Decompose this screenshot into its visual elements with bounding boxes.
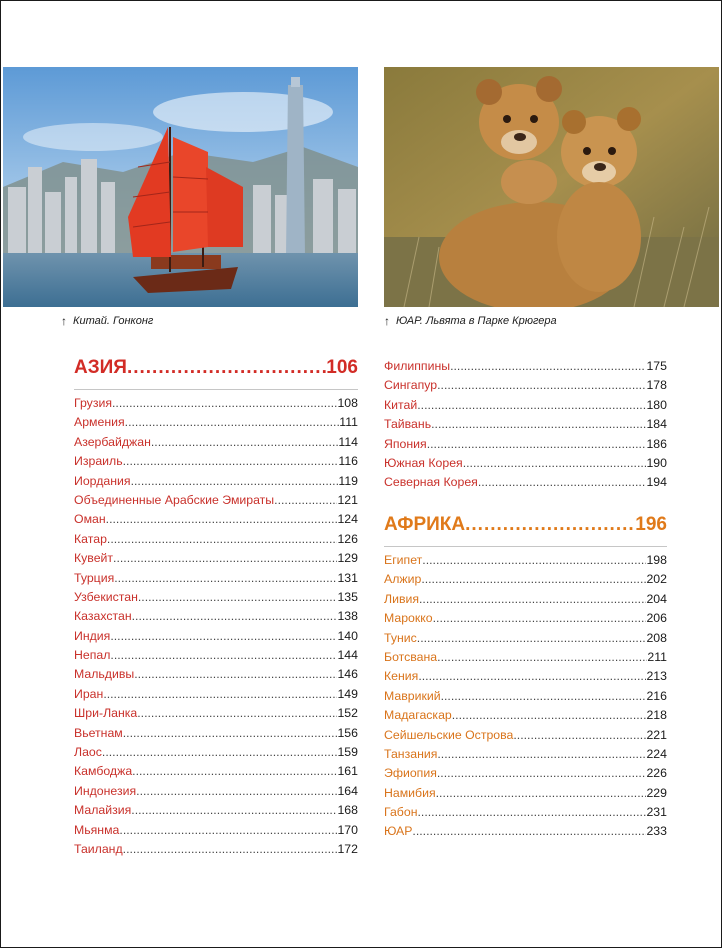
entry-name: Турция bbox=[74, 570, 115, 585]
entry-page-number: 178 bbox=[646, 378, 667, 393]
entry-page-number: 231 bbox=[646, 805, 667, 820]
toc-entry[interactable] bbox=[74, 627, 358, 646]
dot-leader bbox=[437, 648, 647, 667]
dot-leader bbox=[110, 627, 337, 646]
entry-page-number: 111 bbox=[339, 415, 358, 430]
asia-entry-list-continued bbox=[384, 357, 667, 493]
entry-name: ЮАР bbox=[384, 824, 413, 839]
dot-leader bbox=[132, 762, 337, 781]
dot-leader bbox=[137, 704, 337, 723]
lion-cubs-photo bbox=[384, 67, 719, 307]
entry-page-number: 135 bbox=[337, 589, 358, 604]
toc-entry[interactable] bbox=[384, 435, 667, 454]
toc-entry[interactable] bbox=[74, 588, 358, 607]
dot-leader bbox=[437, 745, 646, 764]
entry-page-number: 146 bbox=[337, 667, 358, 682]
toc-entry[interactable] bbox=[384, 570, 667, 589]
dot-leader bbox=[131, 472, 339, 491]
entry-name: Египет bbox=[384, 553, 423, 567]
entry-name: Кения bbox=[384, 669, 419, 684]
caption-text: ЮАР. Львята в Парке Крюгера bbox=[396, 315, 557, 327]
entry-page-number: 168 bbox=[337, 803, 358, 818]
entry-name: Иордания bbox=[74, 473, 131, 488]
entry-name: Китай bbox=[384, 397, 418, 412]
entry-page-number: 184 bbox=[646, 417, 667, 432]
entry-page-number: 116 bbox=[338, 454, 358, 469]
entry-page-number: 229 bbox=[646, 785, 667, 800]
toc-entry[interactable] bbox=[384, 609, 667, 628]
dot-leader bbox=[452, 706, 647, 725]
photo-caption-hong-kong bbox=[61, 315, 153, 327]
toc-entry[interactable] bbox=[384, 706, 667, 725]
toc-entry[interactable] bbox=[384, 648, 667, 667]
entry-name: Ботсвана bbox=[384, 649, 438, 664]
entry-page-number: 121 bbox=[337, 492, 358, 507]
africa-entry-list bbox=[384, 551, 667, 842]
dot-leader bbox=[110, 646, 337, 665]
entry-name: Казахстан bbox=[74, 609, 132, 624]
entry-page-number: 211 bbox=[647, 649, 667, 664]
toc-entry[interactable] bbox=[74, 646, 358, 665]
entry-page-number: 114 bbox=[338, 434, 358, 449]
toc-entry[interactable] bbox=[74, 782, 358, 801]
asia-title: АЗИЯ bbox=[74, 357, 127, 378]
entry-name: Танзания bbox=[384, 746, 438, 761]
entry-page-number: 138 bbox=[337, 609, 358, 624]
toc-entry[interactable] bbox=[74, 743, 358, 762]
asia-section-continued bbox=[384, 357, 667, 493]
section-divider bbox=[384, 546, 667, 547]
toc-entry[interactable] bbox=[384, 764, 667, 783]
entry-page-number: 190 bbox=[646, 455, 667, 470]
entry-name: Вьетнам bbox=[74, 725, 123, 740]
entry-name: Мадагаскар bbox=[384, 708, 452, 723]
entry-name: Кувейт bbox=[74, 551, 114, 566]
dot-leader bbox=[113, 549, 337, 568]
toc-entry[interactable] bbox=[74, 801, 358, 820]
entry-name: Мальдивы bbox=[74, 667, 135, 682]
toc-entry[interactable] bbox=[74, 433, 358, 452]
dot-leader bbox=[106, 510, 338, 529]
heading-leader bbox=[127, 357, 326, 379]
entry-page-number: 213 bbox=[646, 669, 667, 684]
dot-leader bbox=[123, 724, 338, 743]
dot-leader bbox=[274, 491, 337, 510]
entry-page-number: 233 bbox=[646, 824, 667, 839]
entry-name: Сейшельские Острова bbox=[384, 727, 514, 742]
dot-leader bbox=[136, 782, 337, 801]
toc-entry[interactable] bbox=[74, 472, 358, 491]
entry-page-number: 172 bbox=[337, 841, 358, 856]
entry-name: Азербайджан bbox=[74, 434, 151, 449]
entry-page-number: 131 bbox=[337, 570, 358, 585]
toc-entry[interactable] bbox=[384, 726, 667, 745]
toc-entry[interactable] bbox=[74, 685, 358, 704]
entry-page-number: 206 bbox=[646, 611, 667, 626]
toc-entry[interactable] bbox=[384, 590, 667, 609]
dot-leader bbox=[417, 629, 647, 648]
toc-entry[interactable] bbox=[74, 840, 358, 859]
entry-page-number: 108 bbox=[337, 396, 358, 410]
toc-entry[interactable] bbox=[74, 724, 358, 743]
entry-page-number: 226 bbox=[646, 766, 667, 781]
entry-page-number: 180 bbox=[646, 397, 667, 412]
dot-leader bbox=[102, 743, 338, 762]
dot-leader bbox=[437, 764, 647, 783]
dot-leader bbox=[441, 687, 647, 706]
entry-name: Япония bbox=[384, 436, 427, 451]
entry-page-number: 216 bbox=[646, 688, 667, 703]
toc-entry[interactable] bbox=[384, 551, 667, 570]
caption-text: Китай. Гонконг bbox=[73, 315, 154, 327]
toc-entry[interactable] bbox=[384, 396, 667, 415]
asia-section bbox=[74, 357, 358, 859]
dot-leader bbox=[417, 396, 646, 415]
dot-leader bbox=[463, 454, 647, 473]
entry-page-number: 204 bbox=[646, 591, 667, 606]
africa-page-number: 196 bbox=[635, 514, 667, 535]
entry-page-number: 129 bbox=[337, 551, 358, 566]
entry-page-number: 186 bbox=[646, 436, 667, 451]
hong-kong-photo bbox=[3, 67, 358, 307]
toc-entry[interactable] bbox=[74, 607, 358, 626]
dot-leader bbox=[107, 530, 338, 549]
entry-page-number: 140 bbox=[337, 628, 358, 643]
entry-name: Эфиопия bbox=[384, 766, 437, 781]
dot-leader bbox=[134, 665, 337, 684]
dot-leader bbox=[418, 667, 646, 686]
entry-name: Непал bbox=[74, 648, 111, 663]
asia-heading[interactable] bbox=[74, 357, 358, 383]
entry-name: Армения bbox=[74, 415, 125, 430]
africa-heading[interactable] bbox=[384, 514, 667, 540]
dot-leader bbox=[478, 473, 647, 492]
asia-page-number: 106 bbox=[326, 357, 358, 378]
toc-entry[interactable] bbox=[74, 762, 358, 781]
toc-entry[interactable] bbox=[384, 357, 667, 376]
dot-leader bbox=[427, 435, 647, 454]
entry-name: Южная Корея bbox=[384, 455, 463, 470]
entry-name: Катар bbox=[74, 531, 107, 546]
toc-entry[interactable] bbox=[384, 784, 667, 803]
entry-name: Тунис bbox=[384, 630, 417, 645]
toc-entry[interactable] bbox=[74, 452, 358, 471]
entry-page-number: 170 bbox=[337, 822, 358, 837]
toc-entry[interactable] bbox=[74, 413, 358, 432]
entry-name: Индия bbox=[74, 628, 111, 643]
dot-leader bbox=[421, 570, 646, 589]
entry-page-number: 198 bbox=[646, 553, 667, 567]
africa-title: АФРИКА bbox=[384, 514, 466, 535]
dot-leader bbox=[119, 821, 337, 840]
dot-leader bbox=[132, 607, 338, 626]
toc-entry[interactable] bbox=[74, 704, 358, 723]
dot-leader bbox=[114, 569, 337, 588]
entry-page-number: 161 bbox=[337, 764, 358, 779]
entry-name: Таиланд bbox=[74, 841, 123, 856]
toc-entry[interactable] bbox=[384, 629, 667, 648]
toc-entry[interactable] bbox=[384, 376, 667, 395]
asia-entry-list bbox=[74, 394, 358, 859]
entry-name: Шри-Ланка bbox=[74, 706, 138, 721]
entry-name: Намибия bbox=[384, 785, 436, 800]
toc-entry[interactable] bbox=[74, 530, 358, 549]
dot-leader bbox=[419, 590, 646, 609]
toc-entry[interactable] bbox=[384, 822, 667, 841]
dot-leader bbox=[131, 801, 337, 820]
entry-name: Лаос bbox=[74, 745, 102, 760]
dot-leader bbox=[151, 433, 339, 452]
entry-name: Индонезия bbox=[74, 783, 137, 798]
entry-page-number: 149 bbox=[337, 686, 358, 701]
entry-page-number: 221 bbox=[646, 727, 667, 742]
toc-entry[interactable] bbox=[74, 510, 358, 529]
entry-name: Иран bbox=[74, 686, 104, 701]
toc-entry[interactable] bbox=[384, 745, 667, 764]
entry-name: Марокко bbox=[384, 611, 433, 626]
dot-leader bbox=[433, 609, 647, 628]
entry-page-number: 164 bbox=[337, 783, 358, 798]
dot-leader bbox=[437, 376, 646, 395]
entry-name: Филиппины bbox=[384, 359, 451, 373]
toc-entry[interactable] bbox=[384, 803, 667, 822]
dot-leader bbox=[412, 822, 646, 841]
entry-name: Габон bbox=[384, 805, 418, 820]
entry-name: Оман bbox=[74, 512, 106, 527]
entry-name: Маврикий bbox=[384, 688, 441, 703]
entry-name: Камбоджа bbox=[74, 764, 133, 779]
entry-page-number: 119 bbox=[338, 473, 358, 488]
entry-page-number: 152 bbox=[337, 706, 358, 721]
entry-name: Ливия bbox=[384, 591, 419, 606]
toc-entry[interactable] bbox=[384, 667, 667, 686]
entry-name: Северная Корея bbox=[384, 475, 478, 490]
dot-leader bbox=[513, 726, 646, 745]
entry-name: Грузия bbox=[74, 396, 112, 410]
entry-page-number: 194 bbox=[646, 475, 667, 490]
entry-page-number: 144 bbox=[337, 648, 358, 663]
dot-leader bbox=[138, 588, 338, 607]
toc-entry[interactable] bbox=[384, 687, 667, 706]
toc-entry[interactable] bbox=[74, 394, 358, 413]
africa-section bbox=[384, 514, 667, 842]
dot-leader bbox=[417, 803, 646, 822]
arrow-up-icon: ↑ bbox=[384, 314, 390, 328]
toc-entry[interactable] bbox=[74, 491, 358, 510]
entry-page-number: 175 bbox=[646, 359, 667, 373]
section-divider bbox=[74, 389, 358, 390]
dot-leader bbox=[123, 840, 338, 859]
entry-name: Сингапур bbox=[384, 378, 438, 393]
entry-page-number: 224 bbox=[646, 746, 667, 761]
entry-name: Узбекистан bbox=[74, 589, 138, 604]
toc-entry[interactable] bbox=[74, 821, 358, 840]
entry-name: Алжир bbox=[384, 572, 422, 587]
dot-leader bbox=[422, 551, 646, 570]
arrow-up-icon: ↑ bbox=[61, 314, 67, 328]
entry-page-number: 126 bbox=[337, 531, 358, 546]
entry-page-number: 159 bbox=[337, 745, 358, 760]
dot-leader bbox=[125, 413, 340, 432]
toc-entry[interactable] bbox=[74, 665, 358, 684]
toc-entry[interactable] bbox=[384, 415, 667, 434]
dot-leader bbox=[123, 452, 339, 471]
entry-page-number: 218 bbox=[646, 708, 667, 723]
dot-leader bbox=[103, 685, 337, 704]
entry-name: Израиль bbox=[74, 454, 123, 469]
dot-leader bbox=[450, 357, 646, 376]
entry-name: Малайзия bbox=[74, 803, 132, 818]
dot-leader bbox=[112, 394, 337, 413]
toc-entry[interactable] bbox=[74, 569, 358, 588]
entry-page-number: 124 bbox=[337, 512, 358, 527]
toc-entry[interactable] bbox=[384, 473, 667, 492]
dot-leader bbox=[436, 784, 647, 803]
entry-name: Объединенные Арабские Эмираты bbox=[74, 492, 275, 507]
entry-page-number: 208 bbox=[646, 630, 667, 645]
photo-caption-lions bbox=[384, 315, 557, 327]
entry-name: Тайвань bbox=[384, 417, 432, 432]
entry-page-number: 202 bbox=[646, 572, 667, 587]
toc-entry[interactable] bbox=[384, 454, 667, 473]
toc-entry[interactable] bbox=[74, 549, 358, 568]
entry-page-number: 156 bbox=[337, 725, 358, 740]
dot-leader bbox=[431, 415, 646, 434]
heading-leader bbox=[465, 514, 635, 536]
entry-name: Мьянма bbox=[74, 822, 120, 837]
